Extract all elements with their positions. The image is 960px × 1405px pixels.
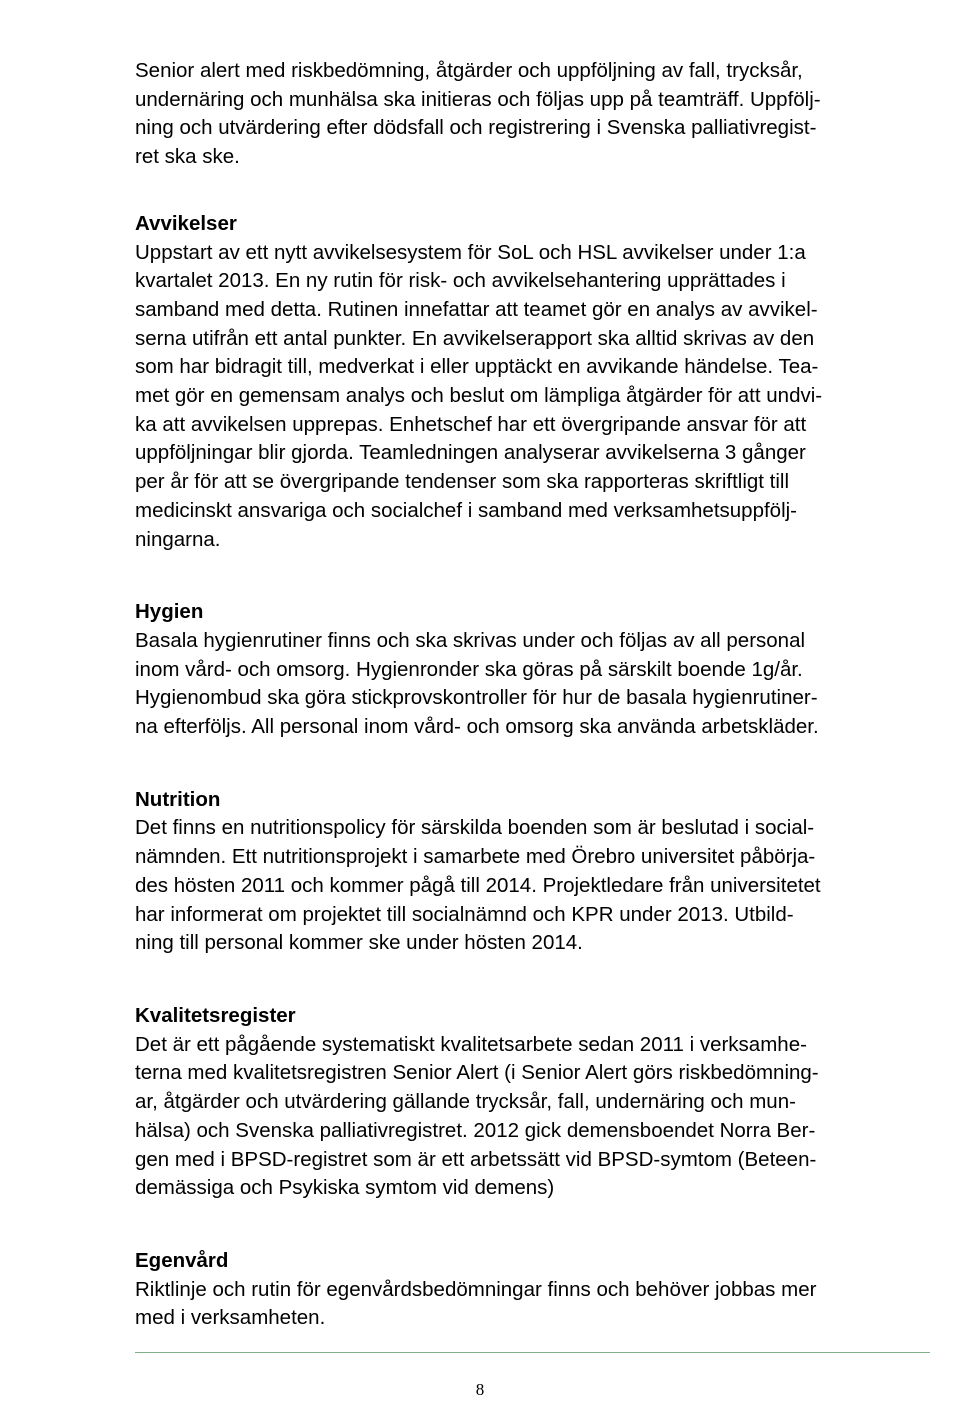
paragraph-line: per år för att se övergripande tendenser som ska rapporteras skriftligt till — [135, 470, 790, 494]
paragraph-line: gen med i BPSD-registret som är ett arbetssätt vid BPSD-symtom (Beteen- — [135, 1147, 817, 1171]
section-paragraph — [135, 627, 930, 742]
paragraph-line: ar, åtgärder och utvärdering gällande trycksår, fall, undernäring och mun- — [135, 1090, 796, 1114]
paragraph-line: som har bidragit till, medverkat i eller upptäckt en avvikande händelse. Tea- — [135, 355, 819, 379]
paragraph-line: ka att avvikelsen upprepas. Enhetschef har ett övergripande ansvar för att — [135, 412, 807, 436]
section-heading: Kvalitetsregister — [135, 1003, 296, 1027]
paragraph-line: kvartalet 2013. En ny rutin för risk- och avvikelsehantering upprättades i — [135, 269, 786, 293]
section-spacer — [135, 958, 930, 1002]
intro-line: ret ska ske. — [135, 145, 240, 169]
section-spacer — [135, 172, 930, 210]
section-paragraph — [135, 1031, 930, 1203]
paragraph-line: Riktlinje och rutin för egenvårdsbedömningar finns och behöver jobbas mer — [135, 1277, 817, 1301]
section-kvalitetsregister — [135, 1002, 930, 1203]
paragraph-line: nämnden. Ett nutritionsprojekt i samarbete med Örebro universitet påbörja- — [135, 845, 816, 869]
paragraph-line: Basala hygienrutiner finns och ska skrivas under och följas av all personal — [135, 628, 806, 652]
paragraph-line: serna utifrån ett antal punkter. En avvikelserapport ska alltid skrivas av den — [135, 326, 815, 350]
paragraph-line: Uppstart av ett nytt avvikelsesystem för SoL och HSL avvikelser under 1:a — [135, 240, 806, 264]
paragraph-line: hälsa) och Svenska palliativregistret. 2012 gick demensboendet Norra Ber- — [135, 1118, 816, 1142]
section-heading: Egenvård — [135, 1248, 229, 1272]
intro-line: ning och utvärdering efter dödsfall och registrering i Svenska palliativregist- — [135, 116, 817, 140]
paragraph-line: Det är ett pågående systematiskt kvalitetsarbete sedan 2011 i verksamhe- — [135, 1032, 807, 1056]
paragraph-line: med i verksamheten. — [135, 1306, 326, 1330]
section-spacer — [135, 742, 930, 786]
paragraph-line: uppföljningar blir gjorda. Teamledningen analyserar avvikelserna 3 gånger — [135, 441, 806, 465]
section-spacer — [135, 554, 930, 598]
section-heading: Hygien — [135, 600, 204, 624]
section-heading: Avvikelser — [135, 211, 237, 235]
section-paragraph — [135, 239, 930, 555]
paragraph-line: ning till personal kommer ske under hösten 2014. — [135, 931, 583, 955]
paragraph-line: na efterföljs. All personal inom vård- och omsorg ska använda arbetskläder. — [135, 715, 819, 739]
section-hygien — [135, 598, 930, 742]
section-spacer — [135, 1203, 930, 1247]
paragraph-line: inom vård- och omsorg. Hygienronder ska göras på särskilt boende 1g/år. — [135, 657, 803, 681]
paragraph-line: des hösten 2011 och kommer pågå till 2014. Projektledare från universitetet — [135, 873, 821, 897]
section-avvikelser — [135, 210, 930, 554]
footer-rule — [135, 1352, 930, 1353]
paragraph-line: met gör en gemensam analys och beslut om lämpliga åtgärder för att undvi- — [135, 384, 823, 408]
page-number: 8 — [475, 1380, 485, 1399]
paragraph-line: terna med kvalitetsregistren Senior Alert (i Senior Alert görs riskbedömning- — [135, 1061, 819, 1085]
intro-line: undernäring och munhälsa ska initieras och följas upp på teamträff. Uppfölj- — [135, 87, 821, 111]
section-paragraph — [135, 814, 930, 958]
paragraph-line: Hygienombud ska göra stickprovskontroller för hur de basala hygienrutiner- — [135, 686, 818, 710]
page-footer — [0, 1352, 960, 1405]
page-content — [135, 57, 930, 1333]
paragraph-line: samband med detta. Rutinen innefattar att teamet gör en analys av avvikel- — [135, 297, 818, 321]
section-heading: Nutrition — [135, 787, 221, 811]
intro-line: Senior alert med riskbedömning, åtgärder och uppföljning av fall, trycksår, — [135, 59, 803, 82]
paragraph-line: har informerat om projektet till socialnämnd och KPR under 2013. Utbild- — [135, 902, 794, 926]
intro-paragraph — [135, 57, 930, 172]
section-paragraph — [135, 1276, 930, 1333]
paragraph-line: demässiga och Psykiska symtom vid demens) — [135, 1176, 555, 1200]
paragraph-line: Det finns en nutritionspolicy för särskilda boenden som är beslutad i social- — [135, 816, 815, 840]
paragraph-line: ningarna. — [135, 527, 221, 551]
section-egenvard — [135, 1247, 930, 1333]
section-nutrition — [135, 786, 930, 958]
paragraph-line: medicinskt ansvariga och socialchef i samband med verksamhetsuppfölj- — [135, 498, 798, 522]
